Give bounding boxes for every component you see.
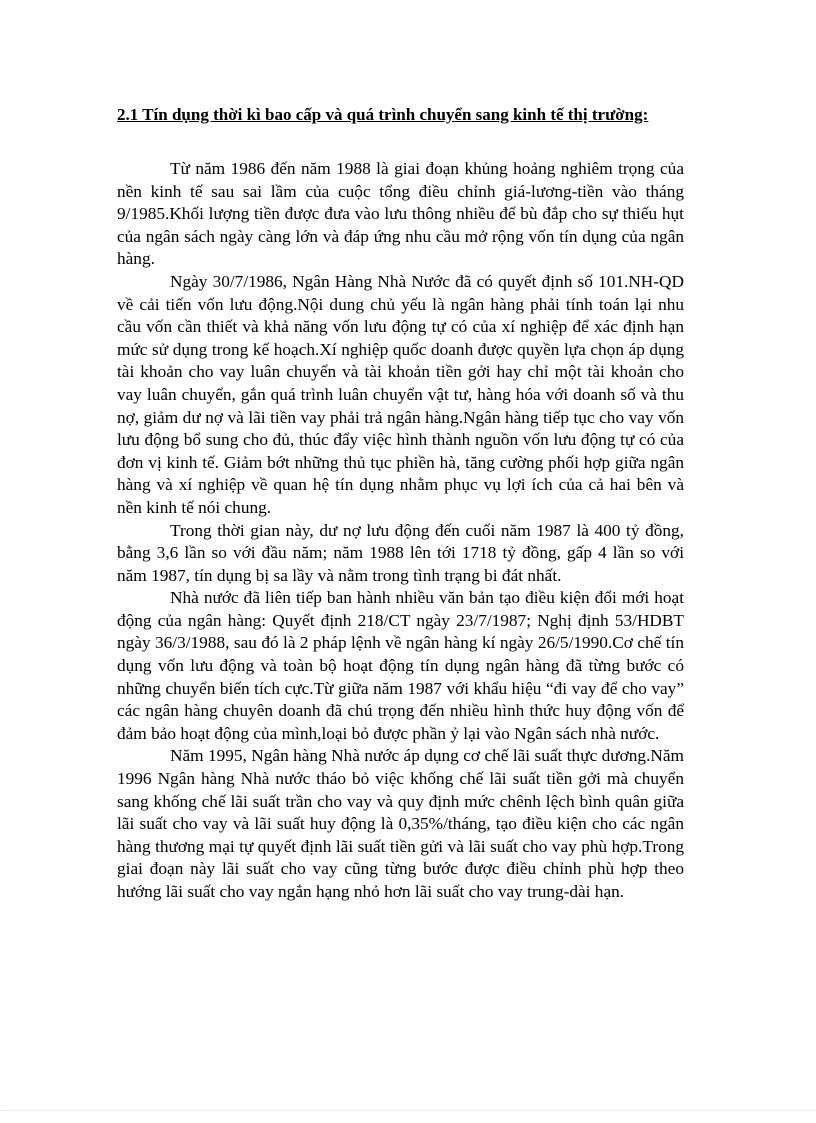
paragraph-2: Ngày 30/7/1986, Ngân Hàng Nhà Nước đã có quyết định số 101.NH-QD về cải tiến vốn lưu động.Nội dung chủ yếu là ngân hàng phải tính toán lại nhu cầu vốn cần thiết và khả năng vốn lưu động tự có của xí nghiệp để xác định hạn mức sử dụng trong kế hoạch.Xí nghiệp quốc doanh được quyền lựa chọn áp dụng tài khoản cho vay luân chuyển và tài khoản tiền gởi hay chỉ một tài khoản cho vay luân chuyển, gắn quá trình luân chuyển vật tư, hàng hóa với doanh số và thu nợ, giảm dư nợ và lãi tiền vay phải trả ngân hàng.Ngân hàng tiếp tục cho vay vốn lưu động bổ sung cho đủ, thúc đẩy việc hình thành nguồn vốn lưu động tự có của đơn vị kinh tế. Giảm bớt những thủ tục phiền hà, tăng cường phối hợp giữa ngân hàng và xí nghiệp về quan hệ tín dụng nhằm phục vụ lợi ích của cả hai bên và nền kinh tế nói chung. (117, 271, 684, 517)
paragraph-1: Từ năm 1986 đến năm 1988 là giai đoạn khủng hoảng nghiêm trọng của nền kinh tế sau sai lầm của cuộc tổng điều chỉnh giá-lương-tiền vào tháng 9/1985.Khối lượng tiền được đưa vào lưu thông nhiều để bù đắp cho sự thiếu hụt của ngân sách ngày càng lớn và đáp ứng nhu cầu mở rộng vốn tín dụng của ngân hàng. (117, 159, 684, 269)
page-bottom-divider (0, 1110, 816, 1111)
section-heading: 2.1 Tín dụng thời kì bao cấp và quá trình chuyển sang kinh tế thị trường: (117, 105, 649, 124)
paragraph-5: Năm 1995, Ngân hàng Nhà nước áp dụng cơ chế lãi suất thực dương.Năm 1996 Ngân hàng Nhà nước tháo bỏ việc khống chế lãi suất tiền gởi mà chuyển sang khống chế lãi suất trần cho vay và quy định mức chênh lệch bình quân giữa lãi suất cho vay và lãi suất huy động là 0,35%/tháng, tạo điều kiện cho các ngân hàng thương mại tự quyết định lãi suất tiền gửi và lãi suất cho vay phù hợp.Trong giai đoạn này lãi suất cho vay cũng từng bước được điều chỉnh phù hợp theo hướng lãi suất cho vay ngắn hạng nhỏ hơn lãi suất cho vay trung-dài hạn. (117, 746, 684, 901)
document-body (117, 104, 684, 904)
paragraph-4: Nhà nước đã liên tiếp ban hành nhiều văn bản tạo điều kiện đổi mới hoạt động của ngân hàng: Quyết định 218/CT ngày 23/7/1987; Nghị định 53/HDBT ngày 36/3/1988, sau đó là 2 pháp lệnh về ngân hàng kí ngày 26/5/1990.Cơ chế tín dụng vốn lưu động và toàn bộ hoạt động tín dụng ngân hàng đã từng bước có những chuyển biến tích cực.Từ giữa năm 1987 với khẩu hiệu “đi vay để cho vay” các ngân hàng chuyên doanh đã chú trọng đến nhiều hình thức huy động vốn để đảm bảo hoạt động của mình,loại bỏ được phần ỷ lại vào Ngân sách nhà nước. (117, 588, 684, 743)
paragraph-3: Trong thời gian này, dư nợ lưu động đến cuối năm 1987 là 400 tỷ đồng, bằng 3,6 lần so với đầu năm; năm 1988 lên tới 1718 tỷ đồng, gấp 4 lần so với năm 1987, tín dụng bị sa lầy và nằm trong tình trạng bi đát nhất. (117, 520, 684, 585)
